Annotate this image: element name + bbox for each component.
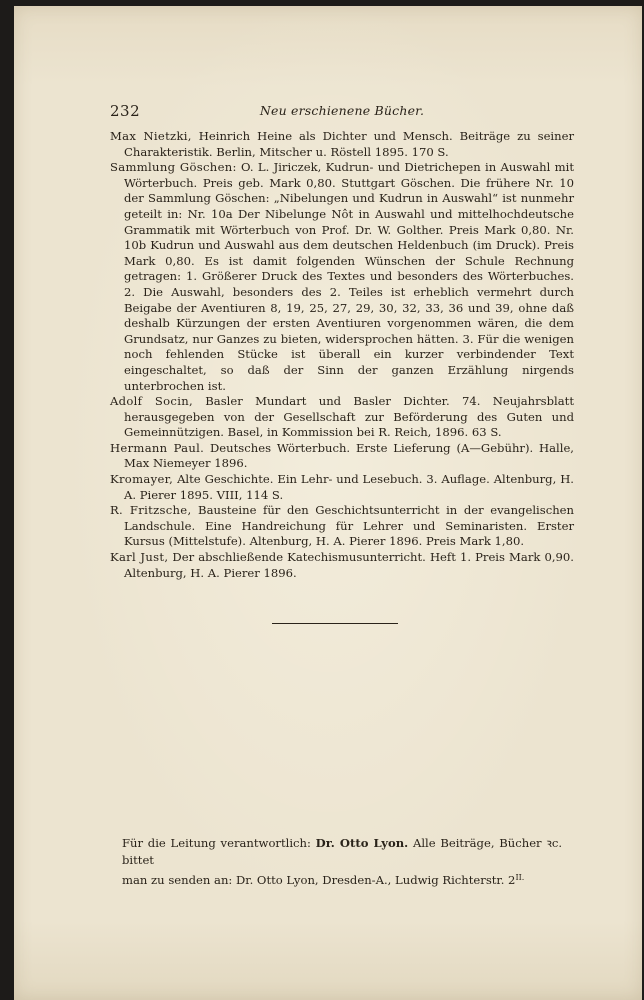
entry-author: R. Fritzsche,: [110, 503, 192, 518]
entry-text: Deutsches Wörterbuch. Erste Lieferung (A—Gebühr). Halle, Max Niemeyer 1896.: [124, 440, 574, 471]
page-number: 232: [110, 102, 141, 120]
book-page: [14, 6, 642, 1000]
footer-floor: II.: [515, 873, 525, 882]
footer-address-text: man zu senden an: Dr. Otto Lyon, Dresden-A., Ludwig Richterstr. 2: [122, 873, 516, 887]
entry-text: Heinrich Heine als Dichter und Mensch. Beiträge zu seiner Charakteristik. Berlin, Mitscher u. Röstell 1895. 170 S.: [124, 129, 575, 159]
book-entry: [110, 503, 574, 550]
entry-text: Alte Geschichte. Ein Lehr- und Lesebuch. 3. Auflage. Altenburg, H. A. Pierer 1895. VIII, 114 S.: [124, 472, 574, 502]
entry-text: Der abschließende Katechismusunterricht. Heft 1. Preis Mark 0,90. Altenburg, H. A. Pierer 1896.: [124, 550, 574, 580]
entry-author: Adolf Socin,: [110, 394, 193, 409]
footer-lead: Für die Leitung verantwortlich:: [122, 836, 311, 850]
footer-address: [122, 869, 562, 889]
entry-author: Kromayer,: [110, 472, 174, 487]
entry-author: Karl Just,: [110, 550, 169, 565]
editor-name: Dr. Otto Lyon.: [315, 836, 409, 850]
book-entry: [110, 472, 574, 503]
entry-text: Bausteine für den Geschichtsunterricht in der evangelischen Landschule. Eine Handreichung für Lehrer und Seminaristen. Erster Kursus (Mittelstufe). Altenburg, H. A. Pierer 1896. Preis Mark 1,80.: [124, 503, 574, 549]
entry-text: O. L. Jiriczek, Kudrun- und Dietrichepen in Auswahl mit Wörterbuch. Preis geb. Mark 0,80. Stuttgart Göschen. Die frühere Nr. 10 der Sammlung Göschen: „Nibelungen und Kudrun in Auswahl“ ist nunmehr geteilt in: Nr. 10a Der Nibelunge Nôt in Auswahl und mittelhochdeutsche Grammatik mit Wörterbuch von Prof. Dr. W. Golther. Preis Mark 0,80. Nr. 10b Kudrun und Auswahl aus dem deutschen Heldenbuch (im Druck). Preis Mark 0,80. Es ist damit folgenden Wünschen der Schule Rechnung getragen: 1. Größerer Druck des Textes und besonders des Wörterbuches. 2. Die Auswahl, besonders des 2. Teiles ist erheblich vermehrt durch Beigabe der Aventiuren 8, 19, 25, 27, 29, 30, 32, 33, 36 und 39, ohne daß deshalb Kürzungen der ersten Aventiuren vorgenommen wären, die dem Grundsatz, nur Ganzes zu bieten, widersprochen hätten. 3. Für die wenigen noch fehlenden Stücke ist überall ein kurzer verbindender Text eingeschaltet, so daß der Sinn der ganzen Erzählung nirgends unterbrochen ist.: [124, 160, 575, 393]
section-divider: [272, 623, 398, 624]
editorial-footer: [122, 835, 562, 889]
entry-text: Basler Mundart und Basler Dichter. 74. Neujahrsblatt herausgegeben von der Gesellschaft zur Beförderung des Guten und Gemeinnützigen. Basel, in Kommission bei R. Reich, 1896. 63 S.: [124, 394, 574, 440]
book-entry: [110, 550, 574, 581]
book-entry: [110, 441, 574, 472]
book-entry: [110, 394, 574, 441]
running-title: Neu erschienene Bücher.: [259, 103, 425, 118]
entry-author: Sammlung Göschen:: [110, 160, 237, 175]
footer-line1-rest: Alle Beiträge, Bücher ꝛc. bittet: [122, 836, 563, 867]
book-entry: [110, 160, 574, 394]
book-list: [110, 129, 574, 581]
book-entry: [110, 129, 574, 160]
entry-author: Max Nietzki,: [110, 129, 192, 143]
page-header: [110, 102, 574, 120]
entry-author: Hermann Paul.: [110, 440, 205, 455]
